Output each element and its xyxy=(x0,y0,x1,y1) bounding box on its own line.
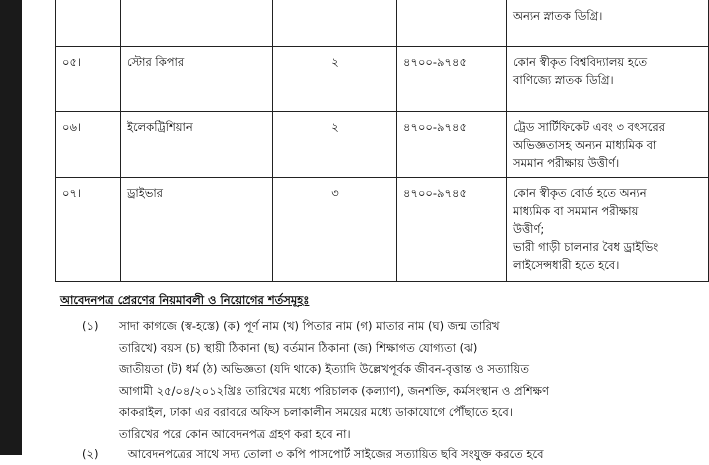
scale-cell: ৪৭০০-৯৭৪৫ xyxy=(397,178,507,282)
serial-cell xyxy=(56,0,121,47)
count-cell: ২ xyxy=(273,47,397,112)
qualification-line: ভারী গাড়ী চালনার বৈধ ড্রাইভিং xyxy=(513,240,659,254)
rule-line: কাকরাইল, ঢাকা এর বরাবরে অফিস চলাকালীন সময়ের মধ্যে ডাকাযোগে পৌঁছাতে হবে। xyxy=(119,405,513,419)
rule-item-partial xyxy=(82,446,544,465)
table-row xyxy=(56,0,709,47)
posts-table xyxy=(55,0,709,282)
table-row xyxy=(56,112,709,178)
scale-cell: ৪৭০০-৯৭৪৫ xyxy=(397,47,507,112)
qualification-line: ট্রেড সার্টিফিকেট এবং ৩ বৎসরের xyxy=(513,120,666,134)
qualification-cell xyxy=(507,178,709,282)
qualification-line: উত্তীর্ণ; xyxy=(513,222,545,236)
scale-cell xyxy=(397,0,507,47)
rule-line: আবেদনপত্রের সাথে সদ্য তোলা ৩ কপি পাসপোর্ট সাইজের সত্যায়িত ছবি সংযুক্ত করতে হবে xyxy=(127,447,544,461)
count-cell: ২ xyxy=(273,112,397,178)
serial-cell: ০৬। xyxy=(56,112,121,178)
post-cell: ইলেকট্রিশিয়ান xyxy=(121,112,273,178)
post-cell: ড্রাইভার xyxy=(121,178,273,282)
qualification-line: লাইসেন্সধারী হতে হবে। xyxy=(513,258,620,272)
rule-line: তারিখে) বয়স (চ) স্থায়ী ঠিকানা (ছ) বর্তমান ঠিকানা (জ) শিক্ষাগত যোগ্যতা (ঝ) xyxy=(119,340,478,355)
scale-cell: ৪৭০০-৯৭৪৫ xyxy=(397,112,507,178)
qualification-line: মাধ্যমিক বা সমমান পরীক্ষায় xyxy=(513,204,639,218)
count-cell xyxy=(273,0,397,47)
qualification-line: অন্যন স্নাতক ডিগ্রি। xyxy=(513,9,603,23)
post-cell: স্টোর কিপার xyxy=(121,47,273,112)
qualification-cell xyxy=(507,112,709,178)
serial-cell: ০৭। xyxy=(56,178,121,282)
table-row xyxy=(56,47,709,112)
qualification-line: কোন স্বীকৃত বিশ্ববিদ্যালয় হতে xyxy=(513,55,648,69)
rule-line: আগামী ২৫/০৪/২০১২খ্রিঃ তারিখের মধ্যে পরিচালক (কল্যাণ), জনশক্তি, কর্মসংস্থান ও প্রশিক্ষণ xyxy=(119,383,549,398)
post-cell xyxy=(121,0,273,47)
serial-cell: ০৫। xyxy=(56,47,121,112)
rule-line: তারিখের পরে কোন আবেদনপত্র গ্রহণ করা হবে না। xyxy=(119,426,351,441)
qualification-line: অভিজ্ঞতাসহ অন্যন মাধ্যমিক বা xyxy=(513,138,657,152)
qualification-line: কোন স্বীকৃত বোর্ড হতে অন্যন xyxy=(513,186,647,200)
qualification-line: সমমান পরীক্ষায় উত্তীর্ণ। xyxy=(513,156,620,170)
qualification-line: বাণিজ্যে স্নাতক ডিগ্রি। xyxy=(513,73,614,87)
scan-edge-bar xyxy=(0,0,22,455)
rule-text xyxy=(119,316,589,445)
qualification-cell xyxy=(507,0,709,47)
count-cell: ৩ xyxy=(273,178,397,282)
qualification-cell xyxy=(507,47,709,112)
rule-line: জাতীয়তা (ট) ধর্ম (ঠ) অভিজ্ঞতা (যদি থাকে) ইত্যাদি উল্লেখপূর্বক জীবন-বৃত্তান্ত ও সত্যায়িত xyxy=(119,362,529,376)
rule-line: সাদা কাগজে (স্ব-হস্তে) (ক) পূর্ণ নাম (খ) পিতার নাম (গ) মাতার নাম (ঘ) জন্ম তারিখ xyxy=(119,319,500,333)
table-row xyxy=(56,178,709,282)
rule-number: (২) xyxy=(82,447,99,461)
rules-heading: আবেদনপত্র প্রেরণের নিয়মাবলী ও নিয়োগের শর্তসমূহঃ xyxy=(60,293,310,307)
rule-number: (১) xyxy=(82,319,99,333)
